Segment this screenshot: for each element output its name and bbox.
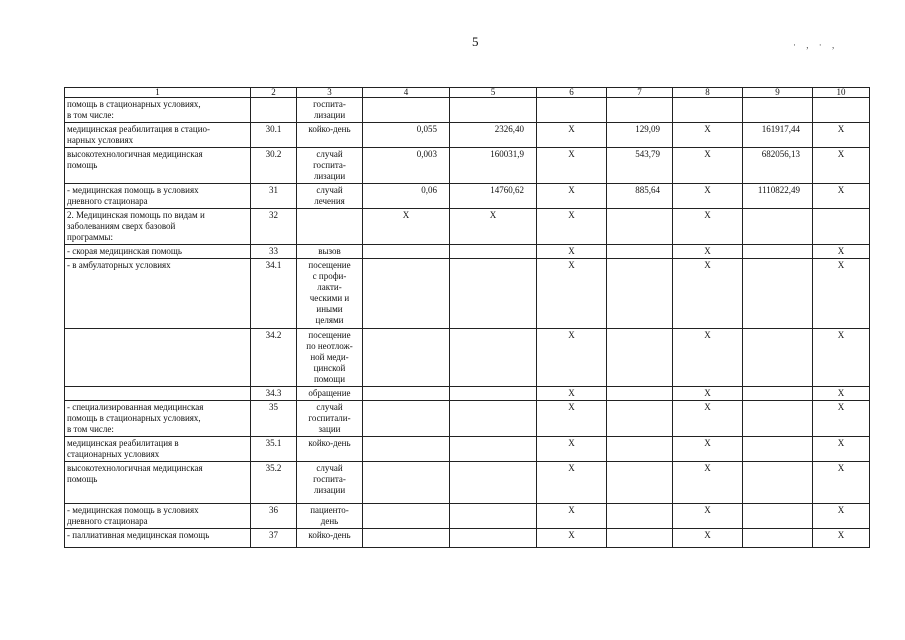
cell-col-4: 0,003 — [363, 148, 450, 184]
cell-col-9 — [743, 209, 813, 245]
cell-col-3: койко-день — [297, 529, 363, 548]
cell-col-5 — [450, 329, 537, 387]
cell-col-8: X — [673, 462, 743, 504]
cell-col-7: 129,09 — [607, 123, 673, 148]
cell-col-6: X — [537, 123, 607, 148]
cell-col-8: X — [673, 245, 743, 259]
table-row — [65, 529, 870, 548]
table-row — [65, 98, 870, 123]
table-row — [65, 437, 870, 462]
column-header-3: 3 — [297, 88, 363, 98]
column-header-4: 4 — [363, 88, 450, 98]
column-header-1: 1 — [65, 88, 251, 98]
cell-col-1: высокотехнологичная медицинская помощь — [65, 462, 251, 504]
table-row — [65, 209, 870, 245]
cell-col-8: X — [673, 437, 743, 462]
table-row — [65, 148, 870, 184]
cell-col-6: X — [537, 259, 607, 329]
cell-col-8: X — [673, 123, 743, 148]
cell-col-1: - скорая медицинская помощь — [65, 245, 251, 259]
cell-col-8: X — [673, 209, 743, 245]
cell-col-10: X — [813, 123, 870, 148]
cell-col-1: 2. Медицинская помощь по видам и заболеваниям сверх базовой программы: — [65, 209, 251, 245]
cell-col-7 — [607, 401, 673, 437]
cell-col-8: X — [673, 504, 743, 529]
cell-col-7 — [607, 98, 673, 123]
cell-col-2: 30.2 — [251, 148, 297, 184]
cell-col-6: X — [537, 437, 607, 462]
table-row — [65, 123, 870, 148]
cell-col-4: 0,055 — [363, 123, 450, 148]
cell-col-9 — [743, 462, 813, 504]
cell-col-3: случай госпитали- зации — [297, 401, 363, 437]
table-row — [65, 259, 870, 329]
cell-col-1: медицинская реабилитация в стационарных условиях — [65, 437, 251, 462]
cell-col-5: 14760,62 — [450, 184, 537, 209]
cell-col-1: - медицинская помощь в условиях дневного стационара — [65, 504, 251, 529]
table-row — [65, 401, 870, 437]
cell-col-7 — [607, 329, 673, 387]
cell-col-1: - паллиативная медицинская помощь — [65, 529, 251, 548]
cell-col-8: X — [673, 387, 743, 401]
cell-col-8: X — [673, 529, 743, 548]
cell-col-5 — [450, 529, 537, 548]
corner-marks: · , · , — [793, 40, 839, 50]
cell-col-7 — [607, 462, 673, 504]
cell-col-7 — [607, 504, 673, 529]
cell-col-9 — [743, 245, 813, 259]
cell-col-6: X — [537, 529, 607, 548]
cell-col-5: X — [450, 209, 537, 245]
cell-col-6: X — [537, 329, 607, 387]
cell-col-7 — [607, 387, 673, 401]
cell-col-3: госпита- лизации — [297, 98, 363, 123]
cell-col-5 — [450, 437, 537, 462]
cell-col-8: X — [673, 259, 743, 329]
cell-col-2: 31 — [251, 184, 297, 209]
cell-col-9 — [743, 401, 813, 437]
cell-col-5 — [450, 387, 537, 401]
cell-col-6: X — [537, 245, 607, 259]
header-row — [65, 88, 870, 98]
cell-col-2: 34.1 — [251, 259, 297, 329]
cell-col-10: X — [813, 437, 870, 462]
table-body — [65, 98, 870, 548]
cell-col-7 — [607, 245, 673, 259]
table-row — [65, 387, 870, 401]
cell-col-10: X — [813, 401, 870, 437]
cell-col-4 — [363, 245, 450, 259]
cell-col-4 — [363, 387, 450, 401]
cell-col-6: X — [537, 387, 607, 401]
cell-col-3: случай госпита- лизации — [297, 148, 363, 184]
cell-col-10: X — [813, 245, 870, 259]
cell-col-5 — [450, 259, 537, 329]
cell-col-3: случай госпита- лизации — [297, 462, 363, 504]
cell-col-5 — [450, 462, 537, 504]
cell-col-10: X — [813, 529, 870, 548]
cell-col-7: 543,79 — [607, 148, 673, 184]
cell-col-6: X — [537, 209, 607, 245]
cell-col-4 — [363, 329, 450, 387]
cell-col-6 — [537, 98, 607, 123]
cell-col-9 — [743, 529, 813, 548]
cell-col-3: посещение с профи- лакти- ческими и иными целями — [297, 259, 363, 329]
cell-col-8: X — [673, 329, 743, 387]
cell-col-2: 30.1 — [251, 123, 297, 148]
cell-col-1: - в амбулаторных условиях — [65, 259, 251, 329]
table-row — [65, 184, 870, 209]
cell-col-6: X — [537, 184, 607, 209]
cell-col-3 — [297, 209, 363, 245]
table-row — [65, 245, 870, 259]
cell-col-4 — [363, 401, 450, 437]
cell-col-10: X — [813, 148, 870, 184]
cell-col-3: койко-день — [297, 437, 363, 462]
cell-col-9 — [743, 387, 813, 401]
cell-col-9 — [743, 329, 813, 387]
cell-col-7 — [607, 259, 673, 329]
cell-col-9 — [743, 259, 813, 329]
cell-col-10: X — [813, 504, 870, 529]
cell-col-5: 2326,40 — [450, 123, 537, 148]
cell-col-4 — [363, 437, 450, 462]
cell-col-3: обращение — [297, 387, 363, 401]
cell-col-9: 161917,44 — [743, 123, 813, 148]
column-header-2: 2 — [251, 88, 297, 98]
cell-col-5 — [450, 401, 537, 437]
table-row — [65, 504, 870, 529]
cell-col-10: X — [813, 259, 870, 329]
cell-col-9 — [743, 98, 813, 123]
cell-col-7 — [607, 529, 673, 548]
cell-col-2: 33 — [251, 245, 297, 259]
cell-col-4 — [363, 462, 450, 504]
cell-col-3: случай лечения — [297, 184, 363, 209]
cell-col-2: 35 — [251, 401, 297, 437]
cell-col-8: X — [673, 148, 743, 184]
cell-col-1: - медицинская помощь в условиях дневного стационара — [65, 184, 251, 209]
page-number: 5 — [472, 34, 479, 49]
cell-col-6: X — [537, 148, 607, 184]
cell-col-2 — [251, 98, 297, 123]
cell-col-8: X — [673, 184, 743, 209]
cell-col-1: высокотехнологичная медицинская помощь — [65, 148, 251, 184]
cell-col-10: X — [813, 329, 870, 387]
cell-col-9 — [743, 437, 813, 462]
column-header-9: 9 — [743, 88, 813, 98]
cell-col-7: 885,64 — [607, 184, 673, 209]
table-row — [65, 462, 870, 504]
column-header-8: 8 — [673, 88, 743, 98]
cell-col-9: 1110822,49 — [743, 184, 813, 209]
cell-col-6: X — [537, 462, 607, 504]
cell-col-2: 34.2 — [251, 329, 297, 387]
cell-col-3: койко-день — [297, 123, 363, 148]
cell-col-4 — [363, 259, 450, 329]
cell-col-2: 34.3 — [251, 387, 297, 401]
cell-col-2: 36 — [251, 504, 297, 529]
cell-col-3: посещение по неотлож- ной меди- цинской помощи — [297, 329, 363, 387]
column-header-10: 10 — [813, 88, 870, 98]
cell-col-3: вызов — [297, 245, 363, 259]
cell-col-1 — [65, 329, 251, 387]
cell-col-4: 0,06 — [363, 184, 450, 209]
cell-col-4 — [363, 98, 450, 123]
cell-col-8: X — [673, 401, 743, 437]
cell-col-4 — [363, 504, 450, 529]
column-header-6: 6 — [537, 88, 607, 98]
cell-col-10: X — [813, 184, 870, 209]
cell-col-10 — [813, 98, 870, 123]
cell-col-3: пациенто- день — [297, 504, 363, 529]
cell-col-1: помощь в стационарных условиях, в том числе: — [65, 98, 251, 123]
cell-col-5 — [450, 245, 537, 259]
cell-col-10: X — [813, 387, 870, 401]
cell-col-8 — [673, 98, 743, 123]
cell-col-6: X — [537, 401, 607, 437]
cell-col-5: 160031,9 — [450, 148, 537, 184]
cell-col-4 — [363, 529, 450, 548]
cell-col-9 — [743, 504, 813, 529]
cell-col-1: медицинская реабилитация в стацио- нарных условиях — [65, 123, 251, 148]
cell-col-1: - специализированная медицинская помощь в стационарных условиях, в том числе: — [65, 401, 251, 437]
cell-col-7 — [607, 209, 673, 245]
column-header-7: 7 — [607, 88, 673, 98]
cell-col-4: X — [363, 209, 450, 245]
cell-col-5 — [450, 98, 537, 123]
cell-col-9: 682056,13 — [743, 148, 813, 184]
cell-col-10 — [813, 209, 870, 245]
cell-col-5 — [450, 504, 537, 529]
column-header-5: 5 — [450, 88, 537, 98]
cell-col-2: 35.2 — [251, 462, 297, 504]
cell-col-6: X — [537, 504, 607, 529]
cell-col-2: 37 — [251, 529, 297, 548]
cell-col-1 — [65, 387, 251, 401]
cell-col-2: 35.1 — [251, 437, 297, 462]
cell-col-2: 32 — [251, 209, 297, 245]
cell-col-10: X — [813, 462, 870, 504]
cell-col-7 — [607, 437, 673, 462]
data-table — [64, 87, 870, 548]
table-row — [65, 329, 870, 387]
